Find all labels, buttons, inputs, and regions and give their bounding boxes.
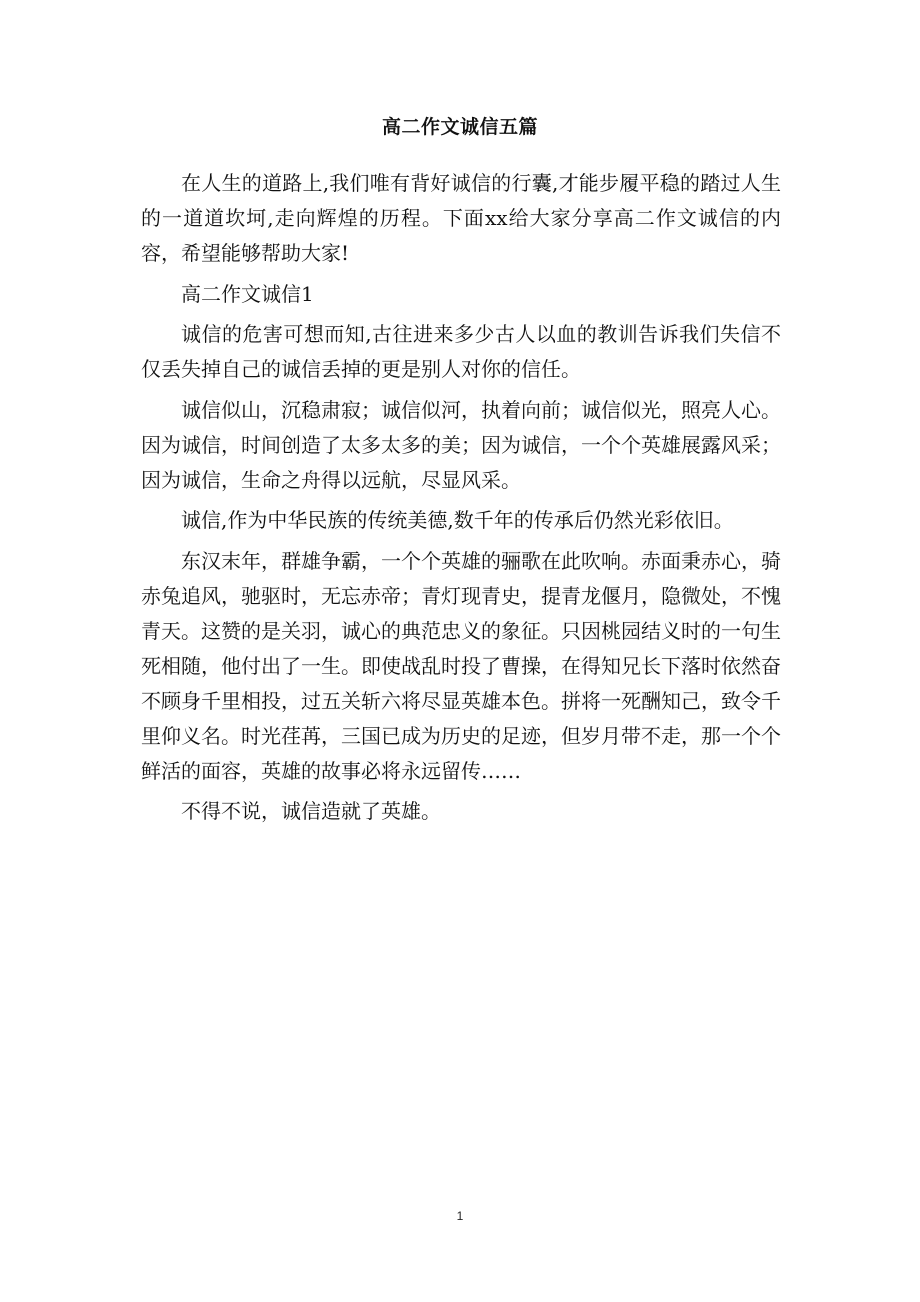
page-number: 1 [456, 1209, 464, 1223]
closing-paragraph: 不得不说，诚信造就了英雄。 [181, 799, 441, 823]
document-title: 高二作文诚信五篇 [381, 116, 538, 138]
body-paragraph: 诚信的危害可想而知,古往进来多少古人以血的教训告诉我们失信不仅丢失掉自己的诚信丢掉的更是别人对你的信任。 [141, 322, 781, 381]
section-heading: 高二作文诚信1 [181, 281, 314, 306]
body-paragraph: 诚信似山，沉稳肃寂；诚信似河，执着向前；诚信似光，照亮人心。因为诚信，时间创造了太多太多的美；因为诚信，一个个英雄展露风采；因为诚信，生命之舟得以远航，尽显风采。 [141, 397, 781, 492]
body-paragraph: 诚信,作为中华民族的传统美德,数千年的传承后仍然光彩依旧。 [181, 508, 734, 532]
document-body [141, 166, 781, 835]
intro-paragraph: 在人生的道路上,我们唯有背好诚信的行囊,才能步履平稳的踏过人生的一道道坎坷,走向辉煌的历程。下面xx给大家分享高二作文诚信的内容，希望能够帮助大家! [141, 171, 781, 265]
body-paragraph: 东汉末年，群雄争霸，一个个英雄的骊歌在此吹响。赤面秉赤心，骑赤兔追风，驰驱时，无忘赤帝；青灯现青史，提青龙偃月，隐微处，不愧青天。这赞的是关羽，诚心的典范忠义的象征。只因桃园结义时的一句生死相随，他付出了一生。即使战乱时投了曹操，在得知兄长下落时依然奋不顾身千里相投，过五关斩六将尽显英雄本色。拼将一死酬知己，致令千里仰义名。时光荏苒，三国已成为历史的足迹，但岁月带不走，那一个个鲜活的面容，英雄的故事必将永远留传…… [141, 548, 781, 783]
